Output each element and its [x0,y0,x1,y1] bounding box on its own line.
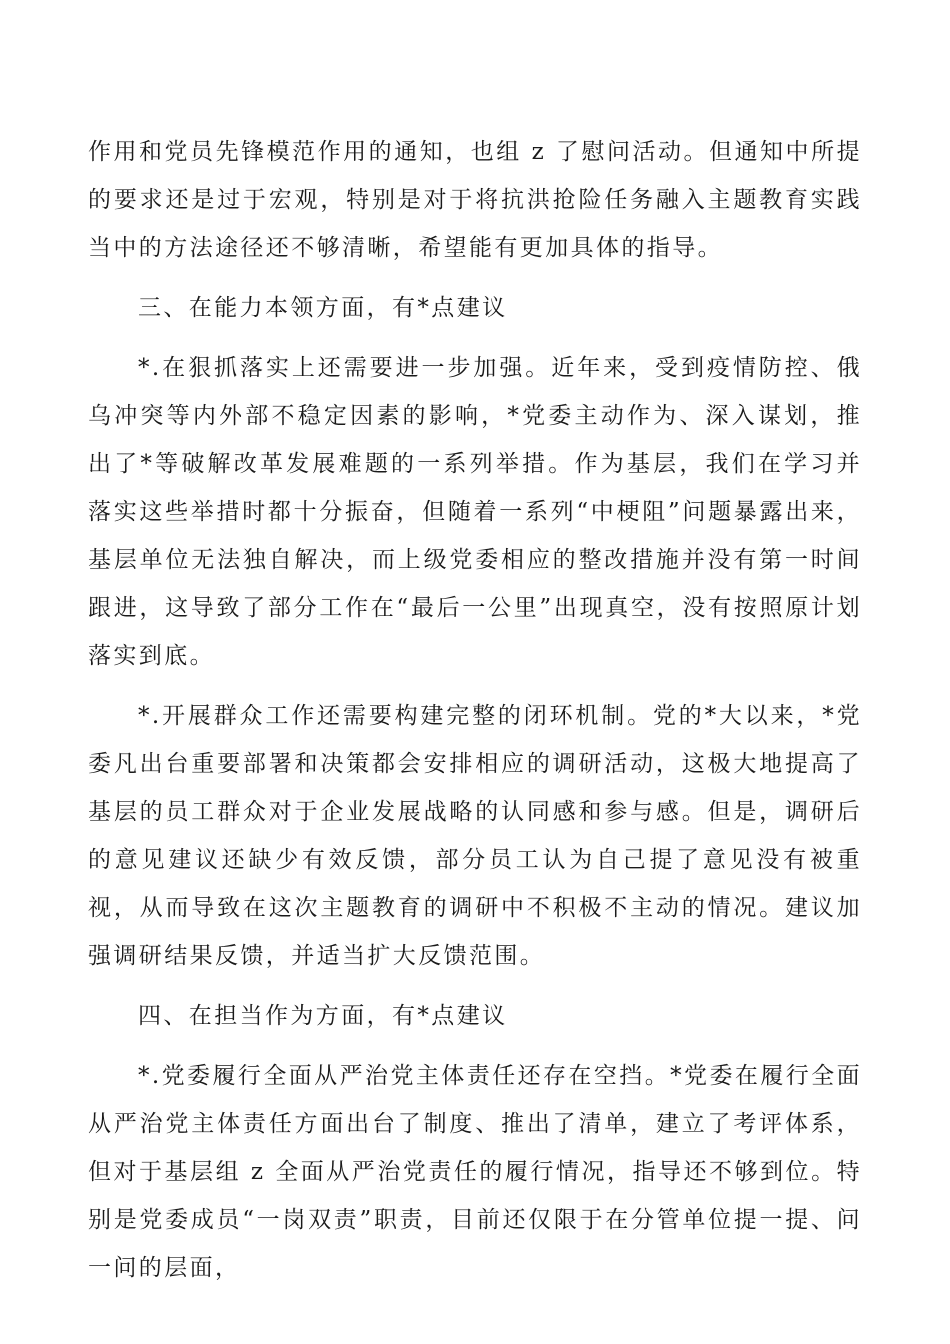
paragraph-implementation: *.在狠抓落实上还需要进一步加强。近年来，受到疫情防控、俄乌冲突等内外部不稳定因素的影响，*党委主动作为、深入谋划，推出了*等破解改革发展难题的一系列举措。作为基层，我们在学习并落实这些举措时都十分振奋，但随着一系列“中梗阻”问题暴露出来，基层单位无法独自解决，而上级党委相应的整改措施并没有第一时间跟进，这导致了部分工作在“最后一公里”出现真空，没有按照原计划落实到底。 [88,355,862,669]
paragraph-party-discipline: *.党委履行全面从严治党主体责任还存在空挡。*党委在履行全面从严治党主体责任方面出台了制度、推出了清单，建立了考评体系，但对于基层组 z 全面从严治党责任的履行情况，指导还不够到位。特别是党委成员“一岗双责”职责，目前还仅限于在分管单位提一提、问一问的层面， [88,1063,862,1281]
paragraph-continuation: 作用和党员先锋模范作用的通知，也组 z 了慰问活动。但通知中所提的要求还是过于宏观，特别是对于将抗洪抢险任务融入主题教育实践当中的方法途径还不够清晰，希望能有更加具体的指导。 [88,139,862,261]
section-heading-responsibility: 四、在担当作为方面，有*点建议 [138,1003,508,1029]
document-body [88,128,862,1292]
paragraph-mass-work: *.开展群众工作还需要构建完整的闭环机制。党的*大以来，*党委凡出台重要部署和决策都会安排相应的调研活动，这极大地提高了基层的员工群众对于企业发展战略的认同感和参与感。但是，调研后的意见建议还缺少有效反馈，部分员工认为自己提了意见没有被重视，从而导致在这次主题教育的调研中不积极不主动的情况。建议加强调研结果反馈，并适当扩大反馈范围。 [88,703,862,969]
section-heading-ability: 三、在能力本领方面，有*点建议 [138,295,508,321]
